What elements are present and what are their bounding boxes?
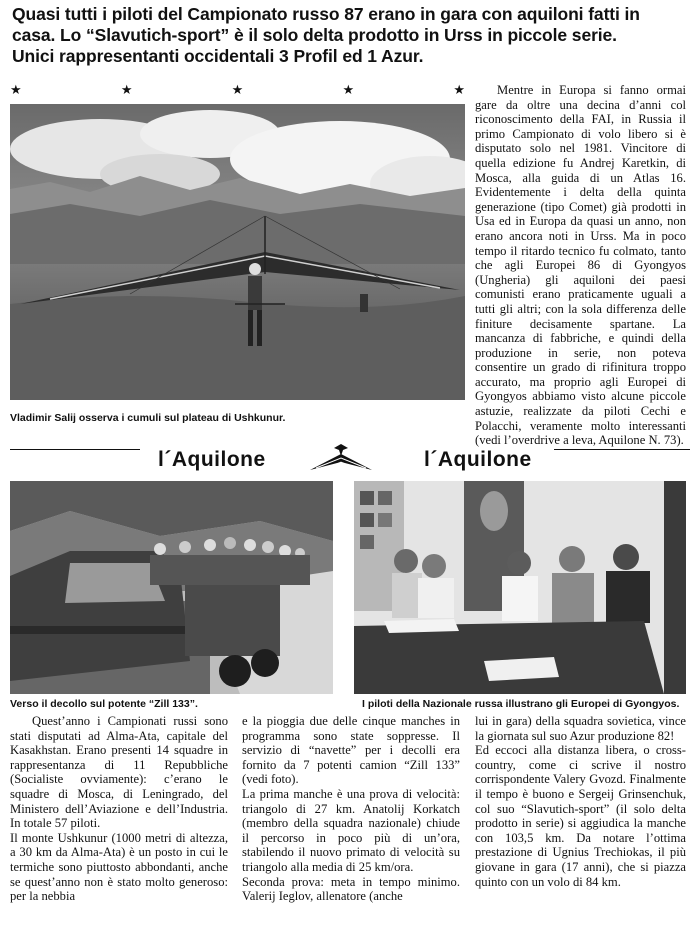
paragraph: Quest’anno i Campionati russi sono stati disputati ad Alma-Ata, capitale del Kasakhstan. Erano presenti 14 squadre in rappresentanza di 11 Repubbliche (Socialiste ovviamente): c’erano le squadre di Mosca, di Leningrado, del Ministero dell’Aviazione e dell’Industria. In totale 57 piloti. [10, 714, 228, 831]
star-icon: ★ [231, 82, 244, 97]
star-divider [10, 83, 465, 97]
bottom-column-1 [10, 714, 228, 904]
paragraph: Seconda prova: meta in tempo minimo. Valerij Ieglov, allenatore (anche [242, 874, 460, 904]
photo-hang-glider-plateau [10, 104, 465, 400]
masthead-divider [10, 440, 690, 480]
right-column-text [475, 83, 686, 448]
paragraph: La prima manche è una prova di velocità: triangolo di 27 km. Anatolij Korkatch (membro della squadra nazionale) chiude il percorso in poco più di un’ora, stabilendo il nuovo primato di velocità su triangolo alla media di 25 km/ora. [242, 786, 460, 874]
headline-line-1: Quasi tutti i piloti del Campionato russo 87 erano in gara con aquiloni fatti in [12, 4, 640, 24]
paragraph: e la pioggia due delle cinque manches in programma sono state soppresse. Il servizio di “navette” per i decolli era fornito da 7 potenti camion “Zill 133” (vedi foto). [242, 714, 460, 787]
paragraph: Ed eccoci alla distanza libera, o cross-country, come ci scrive il nostro corrispondente Valery Gvozd. Finalmente il tempo è buono e Sergeij Grinsenchuk, col suo “Slavutich-sport” (il solo delta prodotto in serie) si aggiudica la manche con 103,5 km. Da notare l’ottima prestazione di Ugnius Trechiokas, il più giovane in gara (17 anni), che si piazza quinto con un volo di 84 km. [475, 743, 686, 889]
caption-top-photo: Vladimir Salij osserva i cumuli sul plateau di Ushkunur. [10, 412, 286, 424]
divider-line-right [554, 449, 690, 450]
caption-team-photo: I piloti della Nazionale russa illustrano gli Europei di Gyongyos. [362, 698, 680, 710]
divider-line-left [10, 449, 140, 450]
article-headline [12, 4, 692, 67]
star-icon: ★ [10, 82, 22, 97]
star-icon: ★ [453, 82, 465, 97]
bottom-column-3 [475, 714, 686, 889]
photo-russian-team-table [354, 481, 686, 694]
brand-logo-left: l´Aquilone [158, 448, 266, 471]
photo-truck-zill [10, 481, 333, 694]
star-icon: ★ [342, 82, 355, 97]
paragraph: Mentre in Europa si fanno ormai gare da oltre una decina d’anni col riconoscimento della FAI, in Russia il primo Campionato di volo libero si è disputato solo nel 1981. Vincitore di quella edizione fu Andrej Karetkin, di Mosca, alla guida di un Atlas 16. Evidentemente i delta della quinta generazione (tipo Comet) già prodotti in Usa ed in Europa da quasi un anno, non erano ancora noti in Urss. Ma in poco tempo il ritardo tecnico fu colmato, tanto che agli Europei 86 di Gyongyos (Ungheria) gli aquiloni dei paesi comunisti erano praticamente uguali a tutti gli altri; con la sola differenza delle finiture decisamente spartane. La mancanza di fabbriche, e quindi della produzione in serie, non poteva consentire un grado di rifinitura troppo accurato, ma proprio agli Europei di Gyongyos abbiamo visto alcune piccole astuzie, realizzate da piloti Cechi e Polacchi, veramente molto interessanti (vedi l’overdrive a leva, Aquilone N. 73). [475, 83, 686, 448]
caption-truck-photo: Verso il decollo sul potente “Zill 133”. [10, 698, 198, 710]
eagle-logo-icon [308, 440, 374, 474]
headline-line-2: casa. Lo “Slavutich-sport” è il solo delta prodotto in Urss in piccole serie. [12, 25, 617, 45]
headline-line-3: Unici rappresentanti occidentali 3 Profil ed 1 Azur. [12, 46, 424, 66]
bottom-column-2 [242, 714, 460, 904]
star-icon: ★ [120, 82, 133, 97]
paragraph: Il monte Ushkunur (1000 metri di altezza, a 30 km da Alma-Ata) è un posto in cui le termiche sono piuttosto abbondanti, anche se quest’anno non è stato molto generoso: per la nebbia [10, 830, 228, 904]
paragraph: lui in gara) della squadra sovietica, vince la giornata sul suo Azur produzione 82! [475, 714, 686, 743]
brand-logo-right: l´Aquilone [424, 448, 532, 471]
